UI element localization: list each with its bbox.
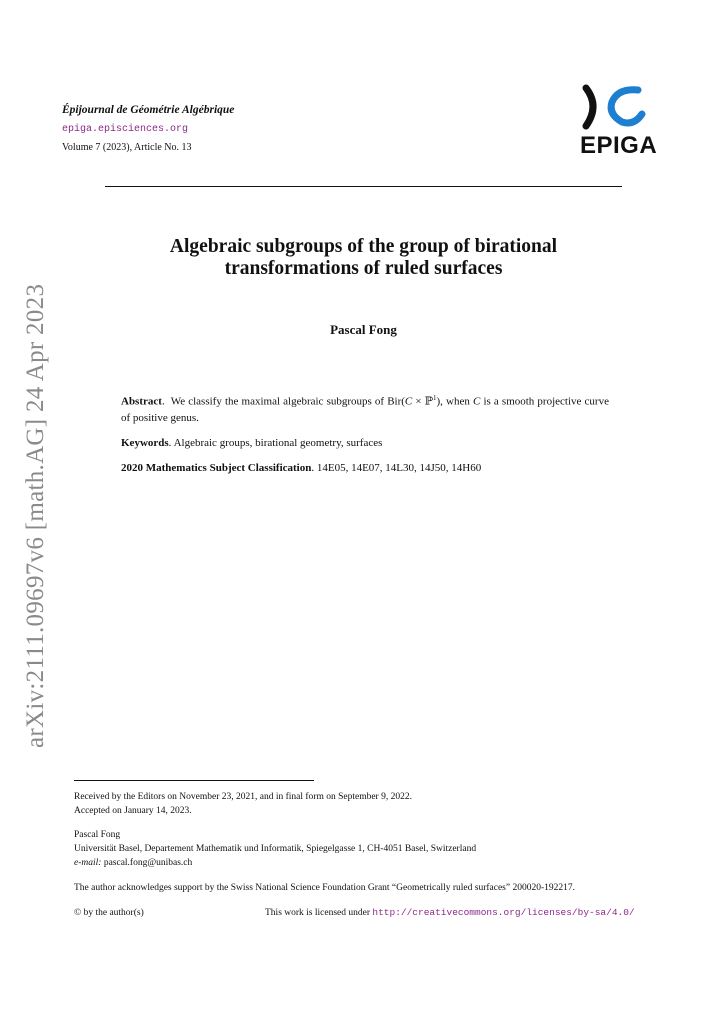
paper-title <box>100 236 627 280</box>
author-affiliation: Universität Basel, Departement Mathematik und Informatik, Spiegelgasse 1, CH-4051 Basel, Switzerland <box>74 844 477 854</box>
footnote-divider <box>74 780 314 781</box>
abstract-c-2: C <box>472 395 481 408</box>
abstract: Abstract. We classify the maximal algebraic subgroups of Bir(C × ℙ$^1$), when C is a smooth projective curve of positive genus. <box>121 394 609 424</box>
msc-text: 14E05, 14E07, 14L30, 14J50, 14H60 <box>316 462 482 474</box>
keywords: Keywords. Algebraic groups, birational geometry, surfaces <box>121 437 383 449</box>
acknowledgement: The author acknowledges support by the Swiss National Science Foundation Grant “Geometrically ruled surfaces” 200020-192217. <box>74 883 575 893</box>
keywords-label: Keywords <box>121 437 169 449</box>
keywords-text: Algebraic groups, birational geometry, surfaces <box>173 437 383 449</box>
msc-label: 2020 Mathematics Subject Classification <box>121 462 312 474</box>
abstract-label: Abstract <box>121 395 162 408</box>
abstract-sup: 1 <box>433 394 437 402</box>
received-date: Received by the Editors on November 23, 2021, and in final form on September 9, 2022. <box>74 792 412 802</box>
abstract-text-3: is a smooth projective curve of positive genus. <box>121 395 609 424</box>
header-divider <box>105 186 622 187</box>
footer-author: Pascal Fong <box>74 830 121 840</box>
license-link[interactable]: http://creativecommons.org/licenses/by-sa/4.0/ <box>372 907 635 918</box>
journal-volume: Volume 7 (2023), Article No. 13 <box>62 142 192 153</box>
logo-wordmark: EPIGA <box>580 132 658 159</box>
title-line-2: transformations of ruled surfaces <box>224 258 503 279</box>
paper-author: Pascal Fong <box>330 322 397 337</box>
journal-url-link[interactable]: epiga.episciences.org <box>62 124 189 135</box>
msc-classification: 2020 Mathematics Subject Classification. 14E05, 14E07, 14L30, 14J50, 14H60 <box>121 462 482 474</box>
arxiv-stamp: arXiv:2111.09697v6 [math.AG] 24 Apr 2023 <box>22 283 49 748</box>
author-email <box>74 856 192 870</box>
abstract-p: ℙ <box>424 395 433 408</box>
email-address[interactable]: pascal.fong@unibas.ch <box>103 858 193 868</box>
journal-name: Épijournal de Géométrie Algébrique <box>62 104 235 116</box>
epiga-logo <box>578 84 660 158</box>
epiga-logo-icon <box>578 84 660 132</box>
abstract-text-2: ), when <box>436 395 473 408</box>
abstract-text-1: We classify the maximal algebraic subgroups of Bir( <box>170 395 405 408</box>
abstract-times: × <box>412 395 425 408</box>
copyright: © by the author(s) <box>74 908 144 918</box>
accepted-date: Accepted on January 14, 2023. <box>74 806 192 816</box>
license-notice <box>265 906 635 920</box>
abstract-c-1: C <box>404 395 413 408</box>
email-label: e-mail: <box>74 858 102 868</box>
license-text: This work is licensed under <box>265 908 371 918</box>
title-line-1: Algebraic subgroups of the group of birational <box>169 236 558 257</box>
